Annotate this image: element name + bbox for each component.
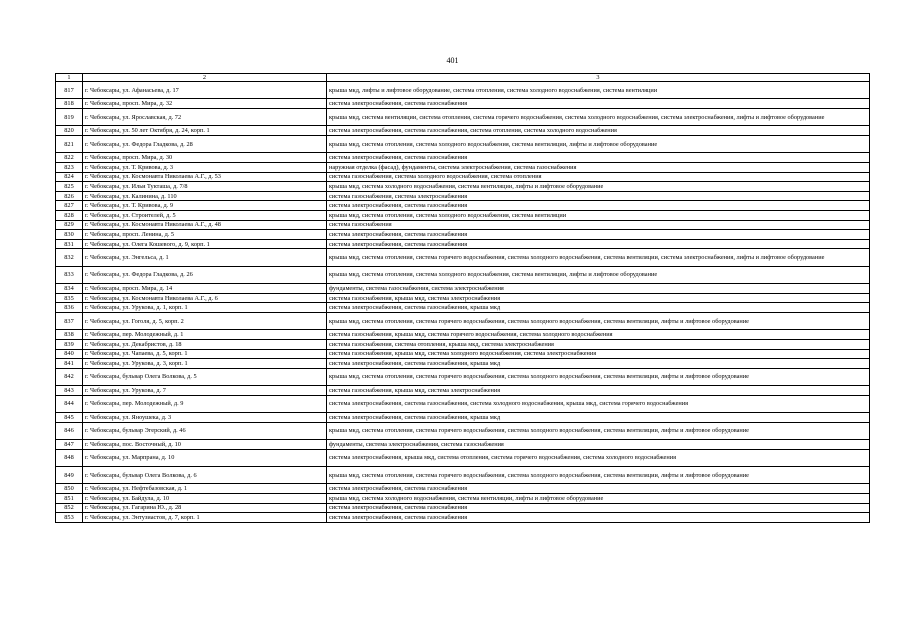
row-works: система электроснабжения, система газоснабжения, система отопления, система холодного водоснабжения [327, 126, 870, 136]
table-row [56, 99, 870, 109]
table-row [56, 349, 870, 359]
row-address: г. Чебоксары, ул. Энтузиастов, д. 7, корп. 1 [83, 513, 327, 523]
row-number: 822 [56, 153, 83, 163]
row-address: г. Чебоксары, ул. Энгельса, д. 1 [83, 249, 327, 266]
row-address: г. Чебоксары, ул. Космонавта Николаева А.Г., д. 53 [83, 172, 327, 182]
row-address: г. Чебоксары, пер. Молодежный, д. 1 [83, 330, 327, 340]
row-number: 826 [56, 191, 83, 201]
row-address: г. Чебоксары, ул. Чапаева, д. 5, корп. 1 [83, 349, 327, 359]
row-number: 821 [56, 136, 83, 153]
row-works: система электроснабжения, система газоснабжения [327, 484, 870, 494]
row-address: г. Чебоксары, ул. Байдула, д. 10 [83, 494, 327, 504]
row-address: г. Чебоксары, ул. Урукова, д. 1, корп. 1 [83, 303, 327, 313]
row-address: г. Чебоксары, просп. Мира, д. 32 [83, 99, 327, 109]
row-works: фундаменты, система газоснабжения, система электроснабжения [327, 284, 870, 294]
row-works: наружная отделка (фасад), фундаменты, система электроснабжения, система газоснабжения [327, 163, 870, 173]
row-address: г. Чебоксары, просп. Мира, д. 30 [83, 153, 327, 163]
row-number: 837 [56, 312, 83, 329]
table-header-row [56, 74, 870, 82]
row-address: г. Чебоксары, ул. Т. Кривова, д. 3 [83, 163, 327, 173]
row-number: 818 [56, 99, 83, 109]
row-address: г. Чебоксары, ул. Ярославская, д. 72 [83, 109, 327, 126]
table-row [56, 153, 870, 163]
table-row [56, 82, 870, 99]
row-works: система электроснабжения, система газоснабжения [327, 513, 870, 523]
table-row [56, 239, 870, 249]
row-works: система электроснабжения, система газоснабжения [327, 503, 870, 513]
row-number: 842 [56, 368, 83, 385]
row-works: система электроснабжения, крыша мкд, система отопления, система горячего водоснабжения, система холодного водоснабжения [327, 449, 870, 466]
table-row [56, 312, 870, 329]
row-works: крыша мкд, система вентиляции, система отопления, система горячего водоснабжения, система холодного водоснабжения, система электроснабжения, лифты и лифтовое оборудование [327, 109, 870, 126]
row-works: крыша мкд, система отопления, система горячего водоснабжения, система холодного водоснабжения, система вентиляции, лифты и лифтовое оборудование [327, 368, 870, 385]
row-address: г. Чебоксары, ул. Федора Гладкова, д. 26 [83, 266, 327, 283]
row-works: система газоснабжения, крыша мкд, система электроснабжения [327, 386, 870, 396]
repair-schedule-table [55, 73, 870, 523]
row-address: г. Чебоксары, бульвар Олега Волкова, д. 5 [83, 368, 327, 385]
row-works: система электроснабжения, система газоснабжения [327, 239, 870, 249]
row-number: 829 [56, 220, 83, 230]
row-address: г. Чебоксары, ул. Калинина, д. 110 [83, 191, 327, 201]
row-works: система газоснабжения, крыша мкд, система холодного водоснабжения, система электроснабжения [327, 349, 870, 359]
row-address: г. Чебоксары, ул. Нефтебазовская, д. 1 [83, 484, 327, 494]
column-header-works: 3 [327, 74, 870, 82]
table-row [56, 395, 870, 412]
row-number: 844 [56, 395, 83, 412]
row-works: крыша мкд, система отопления, система холодного водоснабжения, система вентиляции [327, 211, 870, 221]
table-row [56, 220, 870, 230]
row-address: г. Чебоксары, ул. Ильи Тукташа, д. 7/8 [83, 182, 327, 192]
table-row [56, 330, 870, 340]
row-works: крыша мкд, система холодного водоснабжения, система вентиляции, лифты и лифтовое оборудование [327, 494, 870, 504]
row-number: 847 [56, 440, 83, 450]
row-address: г. Чебоксары, ул. 50 лет Октября, д. 24, корп. 1 [83, 126, 327, 136]
row-works: система газоснабжения, крыша мкд, система электроснабжения [327, 293, 870, 303]
table-row [56, 513, 870, 523]
row-address: г. Чебоксары, бульвар Олега Волкова, д. 6 [83, 467, 327, 484]
row-works: крыша мкд, система отопления, система горячего водоснабжения, система холодного водоснабжения, система вентиляции, лифты и лифтовое оборудование [327, 312, 870, 329]
row-address: г. Чебоксары, ул. Гоголя, д. 5, корп. 2 [83, 312, 327, 329]
row-works: система электроснабжения, система газоснабжения [327, 230, 870, 240]
row-address: г. Чебоксары, ул. Космонавта Николаева А.Г., д. 48 [83, 220, 327, 230]
row-address: г. Чебоксары, ул. Декабристов, д. 18 [83, 339, 327, 349]
table-row [56, 126, 870, 136]
page-number: 401 [446, 56, 459, 65]
row-address: г. Чебоксары, ул. Урукова, д. 7 [83, 386, 327, 396]
row-works: система газоснабжения, система электроснабжения [327, 191, 870, 201]
row-number: 845 [56, 413, 83, 423]
row-number: 827 [56, 201, 83, 211]
row-number: 841 [56, 359, 83, 369]
row-number: 848 [56, 449, 83, 466]
row-number: 819 [56, 109, 83, 126]
row-number: 817 [56, 82, 83, 99]
table-row [56, 284, 870, 294]
table-row [56, 494, 870, 504]
row-address: г. Чебоксары, ул. Марпрана, д. 10 [83, 449, 327, 466]
row-works: крыша мкд, система отопления, система горячего водоснабжения, система холодного водоснабжения, система вентиляции, система электроснабжения, лифты и лифтовое оборудование [327, 249, 870, 266]
row-works: система электроснабжения, система газоснабжения, система холодного водоснабжения, крыша мкд, система горячего водоснабжения [327, 395, 870, 412]
row-address: г. Чебоксары, ул. Космонавта Николаева А.Г., д. 6 [83, 293, 327, 303]
table-row [56, 359, 870, 369]
row-works: крыша мкд, система холодного водоснабжения, система вентиляции, лифты и лифтовое оборудование [327, 182, 870, 192]
row-number: 839 [56, 339, 83, 349]
table-row [56, 422, 870, 439]
table-row [56, 211, 870, 221]
row-number: 825 [56, 182, 83, 192]
table-row [56, 136, 870, 153]
row-number: 853 [56, 513, 83, 523]
table-row [56, 368, 870, 385]
row-works: крыша мкд, система отопления, система горячего водоснабжения, система холодного водоснабжения, система вентиляции, лифты и лифтовое оборудование [327, 422, 870, 439]
row-number: 843 [56, 386, 83, 396]
row-address: г. Чебоксары, ул. Федора Гладкова, д. 28 [83, 136, 327, 153]
column-header-number: 1 [56, 74, 83, 82]
table-row [56, 201, 870, 211]
row-address: г. Чебоксары, просп. Ленина, д. 5 [83, 230, 327, 240]
row-number: 838 [56, 330, 83, 340]
row-address: г. Чебоксары, просп. Мира, д. 14 [83, 284, 327, 294]
table-row [56, 303, 870, 313]
row-works: система газоснабжения, система холодного водоснабжения, система отопления [327, 172, 870, 182]
table-row [56, 182, 870, 192]
row-number: 840 [56, 349, 83, 359]
row-number: 851 [56, 494, 83, 504]
table-row [56, 249, 870, 266]
table-row [56, 339, 870, 349]
row-address: г. Чебоксары, ул. Олега Кошевого, д. 9, корп. 1 [83, 239, 327, 249]
row-works: система газоснабжения, крыша мкд, система горячего водоснабжения, система холодного водоснабжения [327, 330, 870, 340]
table-row [56, 386, 870, 396]
row-works: система электроснабжения, система газоснабжения, крыша мкд [327, 359, 870, 369]
row-number: 852 [56, 503, 83, 513]
table-row [56, 172, 870, 182]
row-address: г. Чебоксары, ул. Афанасьева, д. 17 [83, 82, 327, 99]
row-number: 835 [56, 293, 83, 303]
row-number: 849 [56, 467, 83, 484]
row-number: 824 [56, 172, 83, 182]
row-address: г. Чебоксары, ул. Яноушека, д. 3 [83, 413, 327, 423]
table-row [56, 191, 870, 201]
column-header-address: 2 [83, 74, 327, 82]
table-row [56, 413, 870, 423]
table-row [56, 484, 870, 494]
row-works: система газоснабжения, система отопления, крыша мкд, система электроснабжения [327, 339, 870, 349]
row-works: система электроснабжения, система газоснабжения, крыша мкд [327, 303, 870, 313]
table-row [56, 467, 870, 484]
row-works: система электроснабжения, система газоснабжения [327, 99, 870, 109]
table-row [56, 293, 870, 303]
row-number: 820 [56, 126, 83, 136]
row-works: крыша мкд, система отопления, система горячего водоснабжения, система холодного водоснабжения, система вентиляции, лифты и лифтовое оборудование [327, 467, 870, 484]
row-number: 834 [56, 284, 83, 294]
row-works: система газоснабжения [327, 220, 870, 230]
row-number: 828 [56, 211, 83, 221]
row-works: система электроснабжения, система газоснабжения [327, 201, 870, 211]
row-works: крыша мкд, система отопления, система холодного водоснабжения, система вентиляции, лифты и лифтовое оборудование [327, 136, 870, 153]
row-number: 830 [56, 230, 83, 240]
table-row [56, 109, 870, 126]
table-row [56, 163, 870, 173]
row-number: 831 [56, 239, 83, 249]
row-works: крыша мкд, система отопления, система холодного водоснабжения, система вентиляции, лифты и лифтовое оборудование [327, 266, 870, 283]
row-address: г. Чебоксары, пер. Молодежный, д. 9 [83, 395, 327, 412]
row-number: 833 [56, 266, 83, 283]
row-works: крыша мкд, лифты и лифтовое оборудование, система отопления, система холодного водоснабжения, система вентиляции [327, 82, 870, 99]
row-address: г. Чебоксары, ул. Строителей, д. 5 [83, 211, 327, 221]
row-address: г. Чебоксары, бульвар Эгерский, д. 46 [83, 422, 327, 439]
table-row [56, 440, 870, 450]
row-works: система электроснабжения, система газоснабжения, крыша мкд [327, 413, 870, 423]
row-number: 850 [56, 484, 83, 494]
row-address: г. Чебоксары, ул. Гагарина Ю., д. 28 [83, 503, 327, 513]
row-number: 832 [56, 249, 83, 266]
table-body [56, 82, 870, 523]
row-number: 823 [56, 163, 83, 173]
row-works: фундаменты, система электроснабжения, система газоснабжения [327, 440, 870, 450]
row-address: г. Чебоксары, ул. Т. Кривова, д. 9 [83, 201, 327, 211]
row-address: г. Чебоксары, пос. Восточный, д. 10 [83, 440, 327, 450]
table-row [56, 266, 870, 283]
row-works: система электроснабжения, система газоснабжения [327, 153, 870, 163]
row-number: 836 [56, 303, 83, 313]
table-row [56, 230, 870, 240]
table-row [56, 449, 870, 466]
table-row [56, 503, 870, 513]
row-address: г. Чебоксары, ул. Урукова, д. 3, корп. 1 [83, 359, 327, 369]
row-number: 846 [56, 422, 83, 439]
